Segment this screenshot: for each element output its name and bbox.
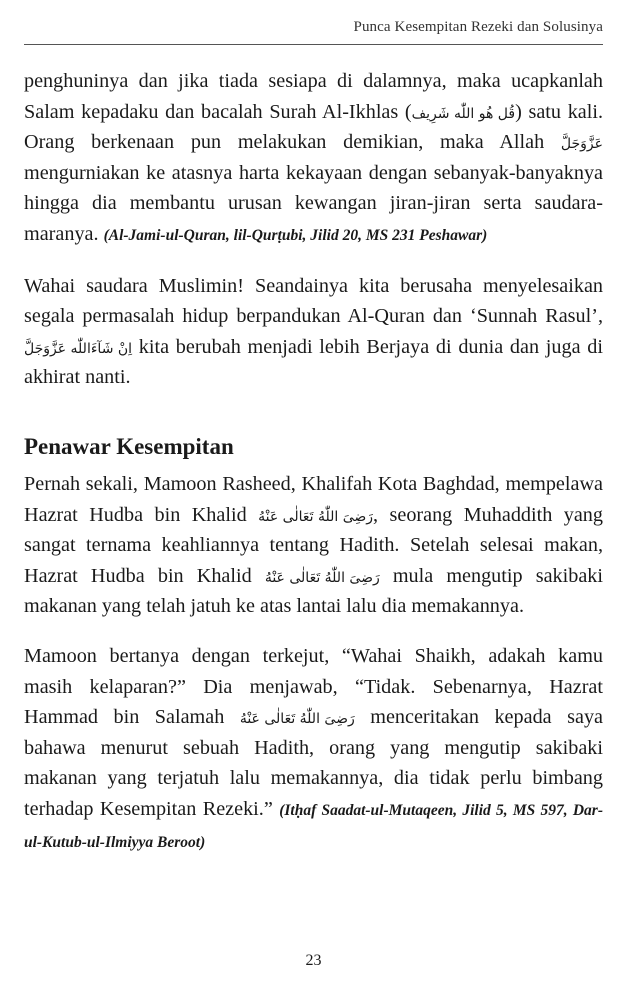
header-rule: [24, 44, 603, 45]
paragraph-3-text-3: mula mengutip sakibaki makanan yang telah jatuh ke atas lantai lalu dia memakannya.: [24, 564, 603, 618]
paragraph-2-text-1: Wahai saudara Muslimin! Seandainya kita berusaha menyelesaikan segala permasalah hidup berpandukan Al-Quran dan ‘Sunnah Rasul’,: [24, 274, 603, 328]
arabic-phrase-radiallahu-anhu: رَضِیَ اللّٰهُ تَعَالٰی عَنْهُ: [258, 508, 374, 525]
paragraph-1-text-3: mengurniakan ke atasnya harta kekayaan dengan sebanyak-banyaknya hingga dia membantu urusan kewangan jiran-jiran serta saudara-maranya.: [24, 161, 603, 245]
running-header: Punca Kesempitan Rezeki dan Solusinya: [353, 19, 603, 35]
paragraph-3-text-1: Pernah sekali, Mamoon Rasheed, Khalifah Kota Baghdad, mempelawa Hazrat Hudba bin Khalid: [24, 472, 603, 526]
paragraph-2-text-2: kita berubah menjadi lebih Berjaya di dunia dan juga di akhirat nanti.: [24, 335, 603, 389]
paragraph-3-text-2: , seorang Muhaddith yang sangat ternama keahliannya tentang Hadith. Setelah selesai makan, Hazrat Hudba bin Khalid: [24, 503, 603, 587]
book-page: [24, 0, 603, 990]
citation-al-jami: (Al-Jami-ul-Quran, lil-Qurṭubi, Jilid 20, MS 231 Peshawar): [103, 226, 488, 244]
paragraph-1: [24, 66, 603, 252]
paragraph-1-text-1: penghuninya dan jika tiada sesiapa di dalamnya, maka ucapkanlah Salam kepadaku dan bacalah Surah Al-Ikhlas (: [24, 70, 603, 123]
arabic-phrase-radiallahu-anhu-2: رَضِیَ اللّٰهُ تَعَالٰی عَنْهُ: [264, 569, 380, 586]
paragraph-4-text-1: Mamoon bertanya dengan terkejut, “Wahai Shaikh, adakah kamu masih kelaparan?” Dia menjawab, “Tidak. Sebenarnya, Hazrat Hammad bin Salamah: [24, 644, 603, 729]
paragraph-1-text-2: ) satu kali. Orang berkenaan pun melakukan demikian, maka Allah: [24, 100, 604, 154]
paragraph-4: [24, 641, 603, 859]
citation-ithaf: (Itḥaf Saadat-ul-Mutaqeen, Jilid 5, MS 597, Dar-ul-Kutub-ul-Ilmiyya Beroot): [24, 801, 603, 852]
paragraph-3: [24, 469, 603, 622]
arabic-phrase-radiallahu-anhu-3: رَضِیَ اللّٰهُ تَعَالٰی عَنْهُ: [239, 711, 355, 728]
paragraph-4-text-2: menceritakan kepada saya bahawa menurut sebuah Hadith, orang yang mengutip sakibaki makanan yang terjatuh lalu memakannya, dia tidak perlu bimbang terhadap Kesempitan Rezeki.”: [24, 706, 603, 820]
arabic-phrase-azza-wa-jalla: عَزَّوَجَلَّ: [560, 136, 603, 153]
arabic-phrase-in-sha-allah: اِنْ شَآءَاللّٰه عَزَّوَجَلَّ: [24, 340, 133, 357]
page-number: 23: [305, 952, 322, 969]
section-title: Penawar Kesempitan: [24, 433, 234, 459]
page-content: [24, 66, 603, 859]
arabic-phrase-qul-huwallah: قُل هُو اللّٰه شَرِيف: [411, 105, 516, 122]
paragraph-2: [24, 271, 603, 393]
